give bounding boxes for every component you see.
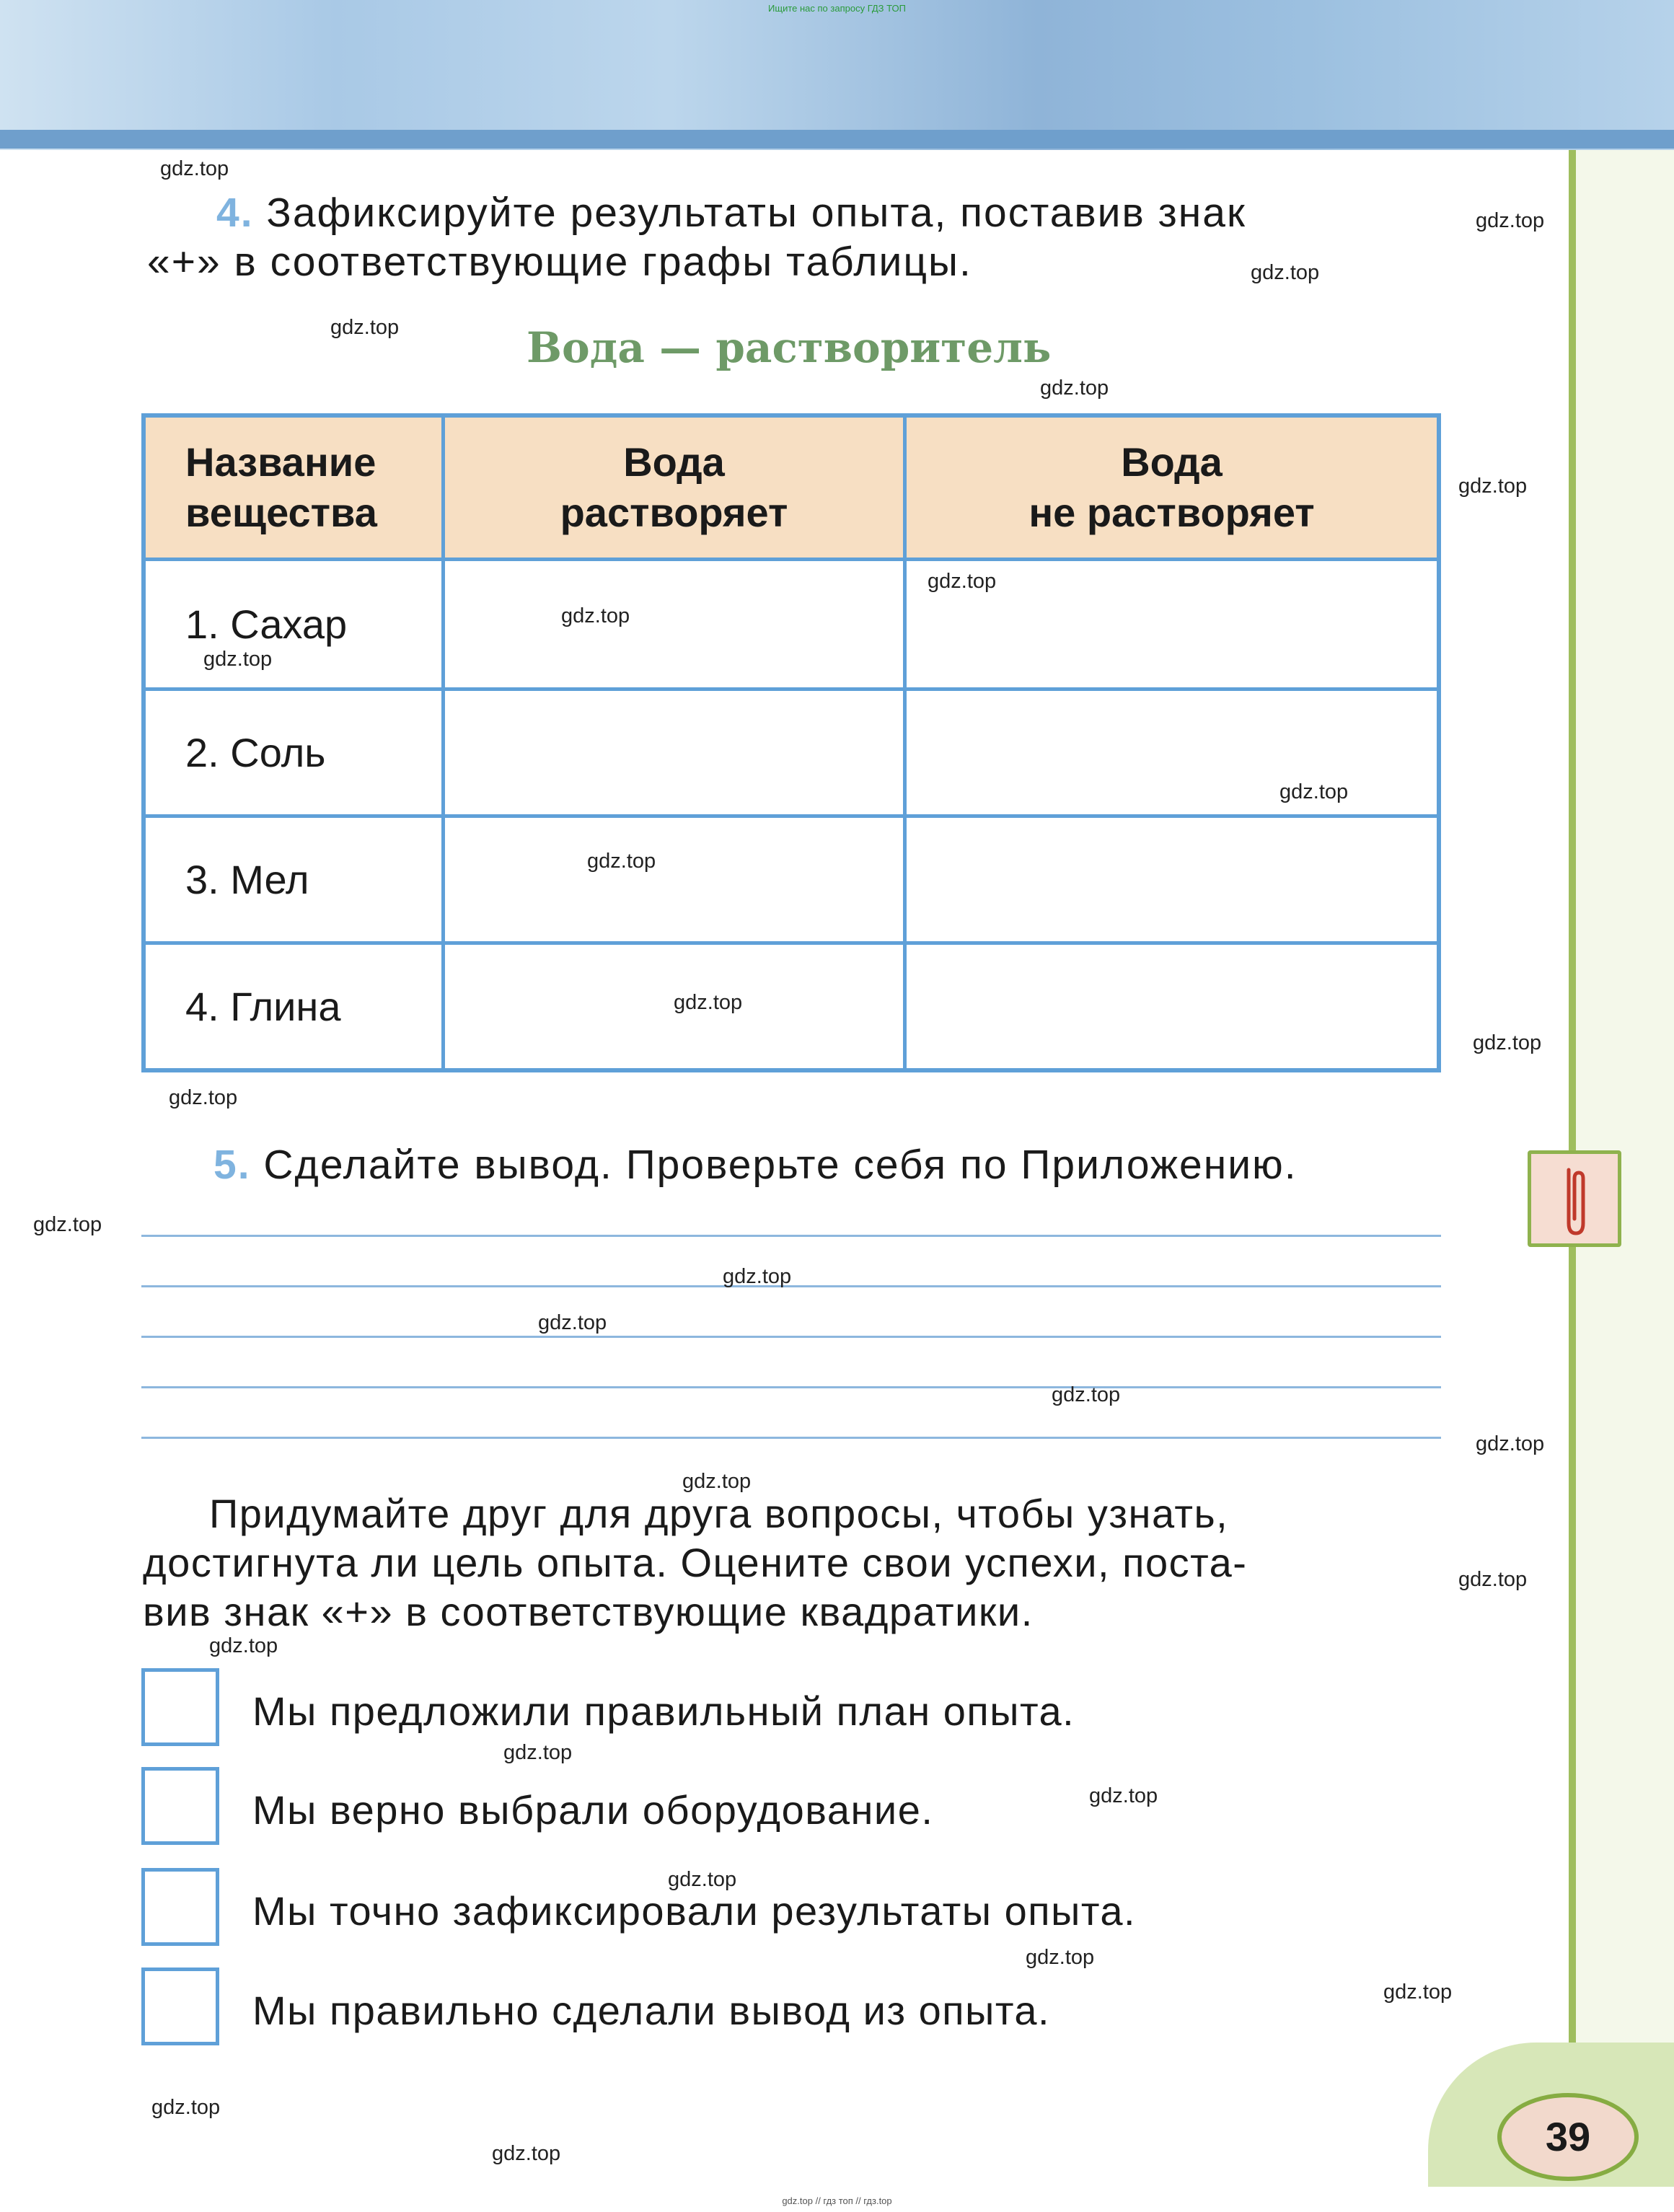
watermark: gdz.top (1026, 1946, 1095, 1969)
watermark: gdz.top (169, 1086, 238, 1109)
side-line (1569, 150, 1576, 2126)
results-table (141, 413, 1441, 1072)
watermark: gdz.top (1476, 1432, 1545, 1455)
bottom-note: gdz.top // гдз топ // гдз.top (782, 2195, 892, 2206)
watermark: gdz.top (928, 570, 997, 593)
row-label-1: 1. Сахар (146, 561, 445, 691)
cell-4-not-dissolves[interactable] (907, 945, 1437, 1068)
answer-line-3[interactable] (141, 1336, 1441, 1338)
check-box-1[interactable] (141, 1668, 219, 1746)
task4-line1 (216, 189, 1246, 237)
watermark: gdz.top (723, 1265, 792, 1288)
watermark: gdz.top (209, 1634, 278, 1657)
header-substance: Название вещества (146, 418, 445, 561)
cell-3-dissolves[interactable] (445, 818, 907, 945)
answer-line-1[interactable] (141, 1235, 1441, 1237)
paperclip-icon (1531, 1154, 1618, 1243)
header-strip (0, 130, 1674, 149)
watermark: gdz.top (503, 1741, 573, 1764)
questions-line1: Придумайте друг для друга вопросы, чтобы узнать, (209, 1491, 1229, 1536)
questions-line2: достигнута ли цель опыта. Оцените свои успехи, поста- (143, 1540, 1248, 1585)
watermark: gdz.top (1251, 261, 1320, 284)
row-label-4: 4. Глина (146, 945, 445, 1068)
top-note: Ищите нас по запросу ГДЗ ТОП (768, 3, 906, 14)
watermark: gdz.top (1279, 780, 1349, 803)
header-dissolves: Вода растворяет (445, 418, 907, 561)
header-not-dissolves: Вода не растворяет (907, 418, 1437, 561)
watermark: gdz.top (492, 2142, 561, 2165)
watermark: gdz.top (1458, 1568, 1528, 1591)
check-label-3: Мы точно зафиксировали результаты опыта. (252, 1888, 1137, 1934)
questions-line3: вив знак «+» в соответствующие квадратики. (143, 1589, 1034, 1634)
task5-number: 5. (213, 1142, 251, 1188)
task4-line2: «+» в соответствующие графы таблицы. (147, 239, 972, 285)
watermark: gdz.top (561, 604, 630, 627)
check-box-4[interactable] (141, 1968, 219, 2045)
watermark: gdz.top (674, 991, 743, 1014)
check-label-4: Мы правильно сделали вывод из опыта. (252, 1988, 1051, 2033)
cell-2-dissolves[interactable] (445, 691, 907, 818)
header-banner (0, 0, 1674, 150)
row-label-3: 3. Мел (146, 818, 445, 945)
watermark: gdz.top (1458, 475, 1528, 498)
watermark: gdz.top (33, 1213, 102, 1236)
task5-text: Сделайте вывод. Проверьте себя по Приложению. (263, 1142, 1298, 1188)
row-label-2: 2. Соль (146, 691, 445, 818)
check-box-3[interactable] (141, 1868, 219, 1946)
watermark: gdz.top (151, 2096, 221, 2119)
cell-1-dissolves[interactable] (445, 561, 907, 691)
task4-number: 4. (216, 190, 254, 236)
watermark: gdz.top (1476, 209, 1545, 232)
watermark: gdz.top (203, 648, 273, 671)
watermark: gdz.top (668, 1868, 737, 1891)
page-number: 39 (1497, 2093, 1639, 2181)
watermark: gdz.top (1383, 1980, 1453, 2004)
answer-line-4[interactable] (141, 1386, 1441, 1388)
watermark: gdz.top (160, 157, 229, 180)
cell-2-not-dissolves[interactable] (907, 691, 1437, 818)
side-margin (1576, 150, 1674, 2126)
appendix-tab[interactable] (1528, 1150, 1621, 1247)
table-title: Вода — растворитель (527, 323, 1052, 372)
check-label-2: Мы верно выбрали оборудование. (252, 1787, 934, 1833)
watermark: gdz.top (682, 1470, 752, 1493)
watermark: gdz.top (1040, 376, 1109, 400)
answer-line-5[interactable] (141, 1437, 1441, 1439)
check-label-1: Мы предложили правильный план опыта. (252, 1688, 1075, 1734)
watermark: gdz.top (1089, 1784, 1158, 1807)
task5 (213, 1141, 1298, 1189)
check-box-2[interactable] (141, 1767, 219, 1845)
watermark: gdz.top (1473, 1031, 1542, 1054)
task4-text1: Зафиксируйте результаты опыта, поставив знак (266, 190, 1246, 236)
watermark: gdz.top (587, 850, 656, 873)
watermark: gdz.top (330, 316, 400, 339)
watermark: gdz.top (1052, 1383, 1121, 1406)
watermark: gdz.top (538, 1311, 607, 1334)
cell-3-not-dissolves[interactable] (907, 818, 1437, 945)
